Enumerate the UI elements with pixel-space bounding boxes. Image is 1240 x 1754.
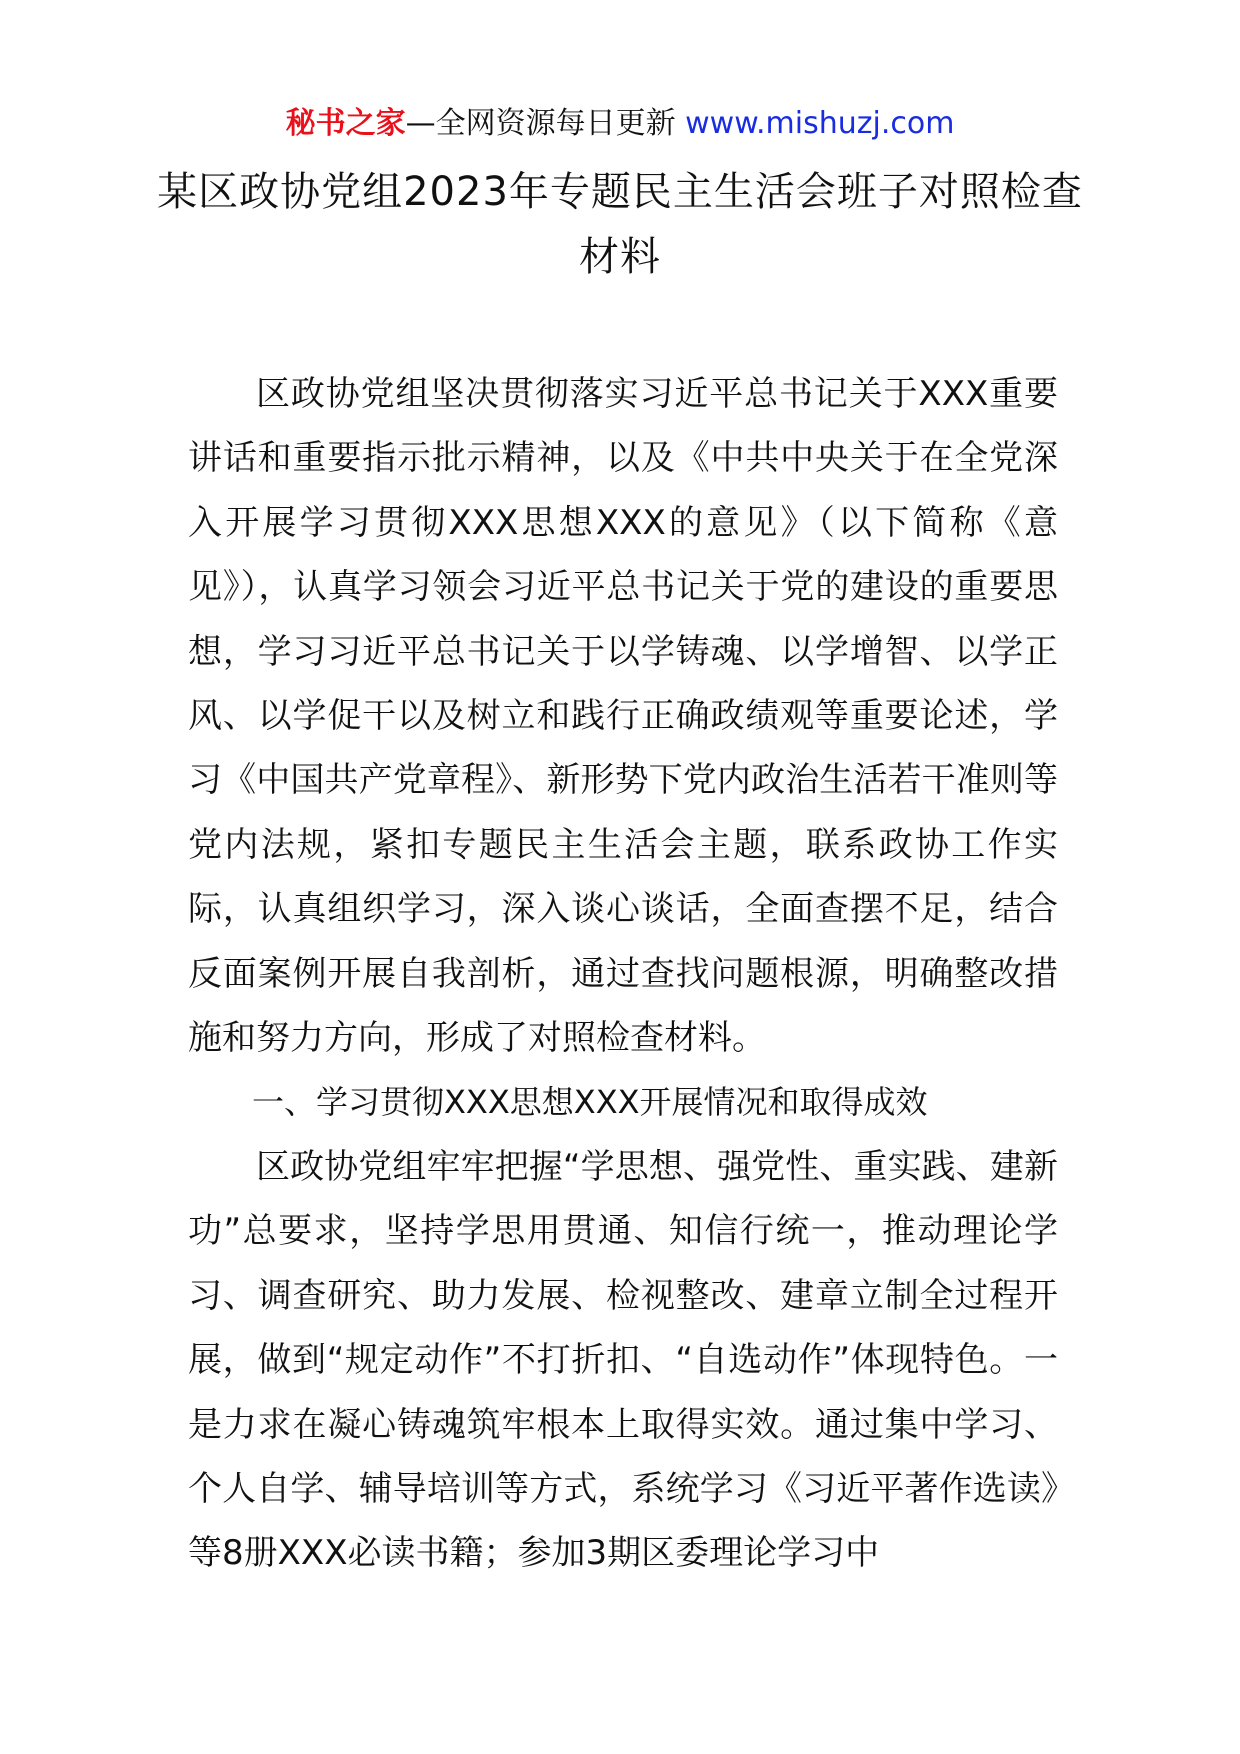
document-body — [188, 362, 1058, 1586]
banner-slogan: —全网资源每日更新 — [405, 106, 676, 141]
brand-name: 秘书之家 — [285, 106, 406, 141]
intro-paragraph: 区政协党组坚决贯彻落实习近平总书记关于XXX重要讲话和重要指示批示精神，以及《中共中央关于在全党深入开展学习贯彻XXX思想XXX的意见》（以下简称《意见》），认真学习领会习近平总书记关于党的建设的重要思想，学习习近平总书记关于以学铸魂、以学增智、以学正风、以学促干以及树立和践行正确政绩观等重要论述，学习《中国共产党章程》、新形势下党内政治生活若干准则等党内法规，紧扣专题民主生活会主题，联系政协工作实际，认真组织学习，深入谈心谈话，全面查摆不足，结合反面案例开展自我剖析，通过查找问题根源，明确整改措施和努力方向，形成了对照检查材料。 — [188, 374, 1058, 1059]
site-banner — [0, 100, 1240, 148]
site-url-link[interactable]: www.mishuzj.com — [685, 106, 955, 141]
document-title: 某区政协党组2023年专题民主生活会班子对照检查材料 — [157, 169, 1083, 280]
section-paragraph: 区政协党组牢牢把握“学思想、强党性、重实践、建新功”总要求，坚持学思用贯通、知信行统一，推动理论学习、调查研究、助力发展、检视整改、建章立制全过程开展，做到“规定动作”不打折扣、“自选动作”体现特色。一是力求在凝心铸魂筑牢根本上取得实效。通过集中学习、个人自学、辅导培训等方式，系统学习《习近平著作选读》等8册XXX必读书籍；参加3期区委理论学习中 — [188, 1146, 1058, 1574]
section-heading: 一、学习贯彻XXX思想XXX开展情况和取得成效 — [252, 1083, 928, 1122]
